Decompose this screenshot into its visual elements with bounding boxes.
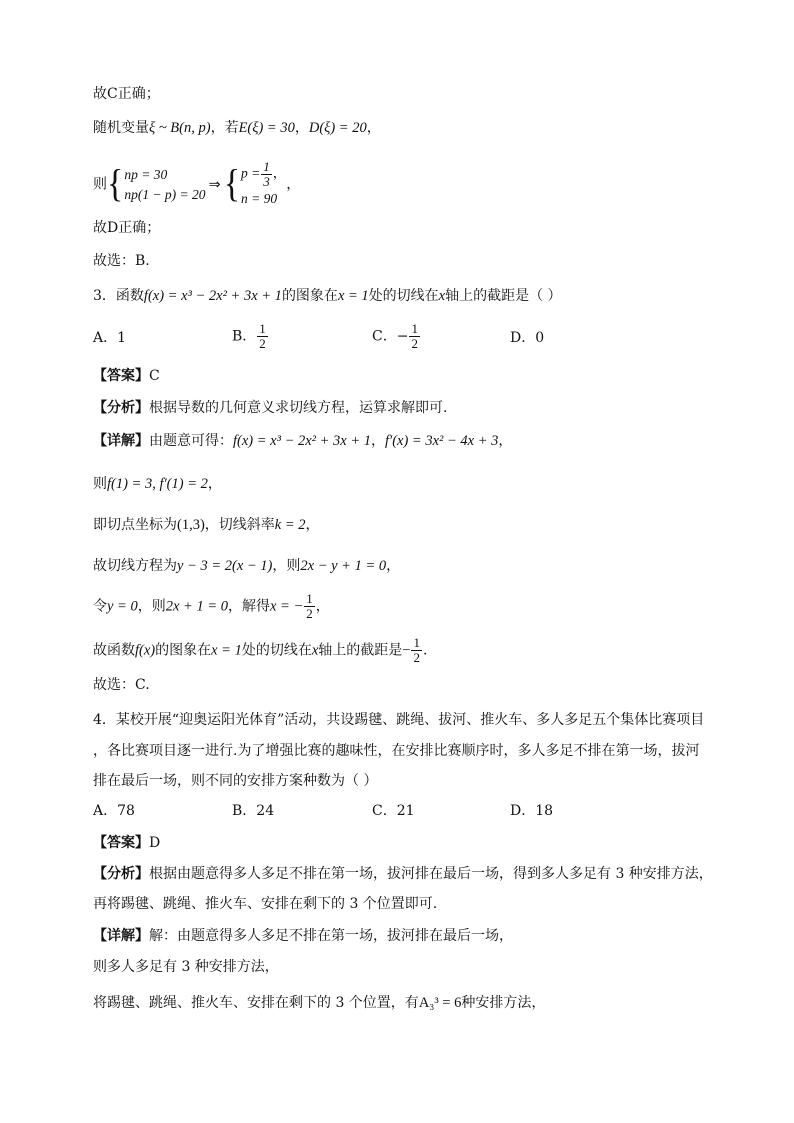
question-4-stem: 4．某校开展“迎奥运阳光体育”活动，共设踢毽、跳绳、拔河、推火车、多人多足五个集体比赛项目 xyxy=(93,712,705,728)
question-3-stem: 3．函数f(x) = x³ − 2x² + 3x + 1的图象在x = 1处的切线在x轴上的截距是（ ） xyxy=(93,288,562,304)
analysis-line: 再将踢毽、跳绳、推火车、安排在剩下的 3 个位置即可. xyxy=(93,896,438,912)
question-4-stem: ，各比赛项目逐一进行.为了增强比赛的趣味性，在安排比赛顺序时，多人多足不排在第一场，拔河 xyxy=(93,743,700,759)
option-d: D．18 xyxy=(510,803,554,819)
analysis-line: 【分析】根据导数的几何意义求切线方程，运算求解即可. xyxy=(93,400,448,416)
option-d: D．0 xyxy=(510,330,545,346)
equation-system: 则{ np = 30 np(1 − p) = 20 ⇒{ p = $\frac{1}{3}$ ， n = 90 ， xyxy=(93,159,301,206)
brace-symbol: { xyxy=(107,162,124,206)
text-line: 随机变量ξ ~ B(n, p)，若E(ξ) = 30，D(ξ) = 20， xyxy=(93,120,381,136)
question-4-stem: 排在最后一场，则不同的安排方案种数为（ ） xyxy=(93,773,378,789)
solution-step: 令y = 0，则2x + 1 = 0，解得x = − $\frac{1}{2}$ ， xyxy=(93,591,330,621)
option-a: A．1 xyxy=(93,330,127,346)
detail-line: 将踢毽、跳绳、推火车、安排在剩下的 3 个位置，有A₃³ = 6种安排方法， xyxy=(93,995,546,1011)
option-a: A．78 xyxy=(93,803,135,819)
option-b: B．24 xyxy=(232,803,275,819)
option-b: B． $\frac{1}{2}$ xyxy=(232,321,266,351)
analysis-line: 【分析】根据由题意得多人多足不排在第一场，拔河排在最后一场，得到多人多足有 3 种安排方法， xyxy=(93,866,713,882)
option-c: C．21 xyxy=(372,803,415,819)
brace-symbol: { xyxy=(223,162,241,206)
answer-line: 【答案】C xyxy=(93,368,160,384)
text-line: 故C正确； xyxy=(93,86,160,102)
text-line: 故选：B. xyxy=(93,253,150,269)
answer-line: 【答案】D xyxy=(93,835,161,851)
detail-line: 【详解】由题意可得：f(x) = x³ − 2x² + 3x + 1，f′(x) = 3x² − 4x + 3， xyxy=(93,433,513,449)
solution-step: 故函数f(x)的图象在x = 1处的切线在x轴上的截距是− $\frac{1}{2}$ . xyxy=(93,635,428,665)
detail-line: 【详解】解：由题意得多人多足不排在第一场，拔河排在最后一场， xyxy=(93,928,513,944)
detail-line: 则多人多足有 3 种安排方法， xyxy=(93,959,279,975)
solution-step: 故切线方程为y − 3 = 2(x − 1)，则2x − y + 1 = 0， xyxy=(93,558,401,574)
solution-step: 则f(1) = 3, f′(1) = 2， xyxy=(93,476,222,492)
text-line: 故选：C. xyxy=(93,677,150,693)
solution-step: 即切点坐标为(1,3)，切线斜率k = 2， xyxy=(93,517,320,533)
text-line: 故D正确； xyxy=(93,220,161,236)
math-inline: E(ξ) = 30 xyxy=(238,120,295,136)
option-c: C．− $\frac{1}{2}$ xyxy=(372,321,418,351)
math-inline: D(ξ) = 20 xyxy=(308,120,367,136)
math-inline: ξ ~ B(n, p) xyxy=(149,120,211,136)
